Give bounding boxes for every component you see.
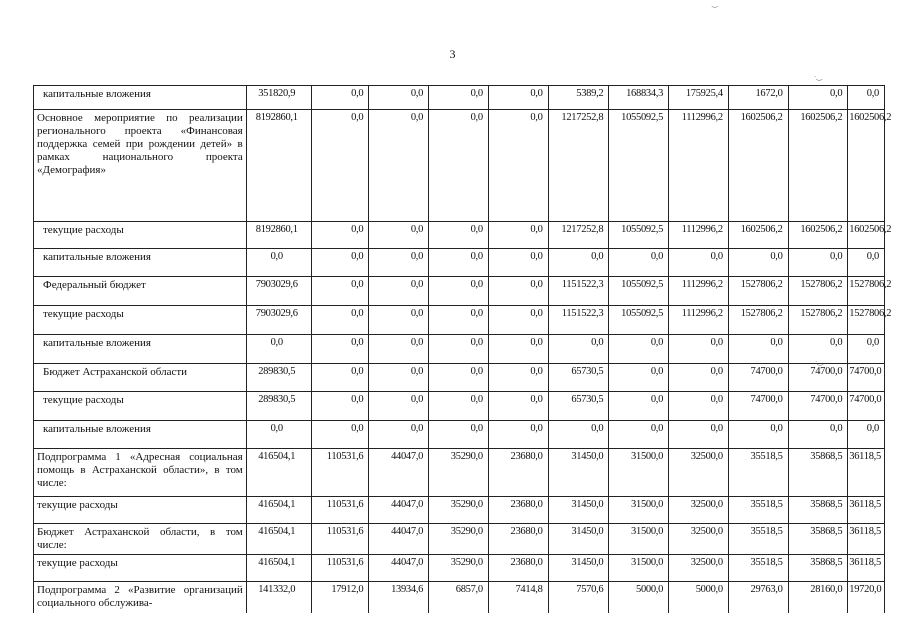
year-value-cell: 5000,0 (609, 581, 669, 613)
table-row (34, 554, 885, 581)
year-value-cell: 0,0 (488, 335, 548, 364)
year-value-cell: 110531,6 (311, 449, 369, 497)
table-row (34, 392, 885, 421)
row-label: текущие расходы (34, 392, 247, 421)
year-value-cell: 35868,5 (788, 524, 848, 555)
year-value-cell: 35290,0 (429, 524, 489, 555)
year-value-cell: 0,0 (848, 249, 885, 277)
year-value-cell: 0,0 (488, 249, 548, 277)
table-row (34, 364, 885, 392)
year-value-cell: 0,0 (788, 421, 848, 449)
row-label: Подпрограмма 2 «Развитие организаций социального обслужива- (34, 581, 247, 613)
year-value-cell: 0,0 (369, 277, 429, 306)
year-value-cell: 32500,0 (669, 524, 729, 555)
year-value-cell: 0,0 (429, 249, 489, 277)
year-value-cell: 23680,0 (488, 449, 548, 497)
year-value-cell: 1527806,2 (728, 277, 788, 306)
total-cell: 289830,5 (246, 392, 311, 421)
total-cell: 7903029,6 (246, 306, 311, 335)
year-value-cell: 7414,8 (488, 581, 548, 613)
year-value-cell: 0,0 (609, 335, 669, 364)
year-value-cell: 0,0 (488, 110, 548, 222)
year-value-cell: 0,0 (488, 364, 548, 392)
year-value-cell: 1112996,2 (669, 110, 729, 222)
year-value-cell: 0,0 (609, 249, 669, 277)
table-row (34, 222, 885, 249)
year-value-cell: 0,0 (609, 421, 669, 449)
table-row (34, 449, 885, 497)
year-value-cell: 35290,0 (429, 554, 489, 581)
row-label: капитальные вложения (34, 249, 247, 277)
year-value-cell: 5389,2 (548, 86, 609, 110)
year-value-cell: 0,0 (311, 392, 369, 421)
year-value-cell: 0,0 (369, 86, 429, 110)
year-value-cell: 0,0 (728, 335, 788, 364)
year-value-cell: 36118,5 (848, 449, 885, 497)
year-value-cell: 1055092,5 (609, 222, 669, 249)
table-row (34, 277, 885, 306)
year-value-cell: 1527806,2 (848, 306, 885, 335)
year-value-cell: 44047,0 (369, 524, 429, 555)
year-value-cell: 0,0 (488, 306, 548, 335)
year-value-cell: 1602506,2 (788, 222, 848, 249)
row-label: текущие расходы (34, 222, 247, 249)
row-label: Бюджет Астраханской области (34, 364, 247, 392)
year-value-cell: 0,0 (429, 335, 489, 364)
table-row (34, 497, 885, 524)
table-row (34, 335, 885, 364)
row-label: текущие расходы (34, 497, 247, 524)
year-value-cell: 0,0 (669, 335, 729, 364)
page-number: 3 (449, 47, 456, 61)
year-value-cell: 74700,0 (788, 364, 848, 392)
year-value-cell: 1055092,5 (609, 110, 669, 222)
year-value-cell: 1527806,2 (788, 306, 848, 335)
year-value-cell: 31450,0 (548, 554, 609, 581)
year-value-cell: 0,0 (488, 222, 548, 249)
year-value-cell: 0,0 (369, 306, 429, 335)
year-value-cell: 31450,0 (548, 497, 609, 524)
year-value-cell: 0,0 (369, 421, 429, 449)
year-value-cell: 0,0 (788, 335, 848, 364)
year-value-cell: 6857,0 (429, 581, 489, 613)
year-value-cell: 0,0 (848, 421, 885, 449)
year-value-cell: 0,0 (369, 392, 429, 421)
year-value-cell: 28160,0 (788, 581, 848, 613)
year-value-cell: 0,0 (429, 421, 489, 449)
year-value-cell: 0,0 (369, 364, 429, 392)
year-value-cell: 0,0 (311, 335, 369, 364)
year-value-cell: 0,0 (609, 392, 669, 421)
year-value-cell: 0,0 (429, 222, 489, 249)
year-value-cell: 0,0 (788, 86, 848, 110)
total-cell: 141332,0 (246, 581, 311, 613)
row-label: Подпрограмма 1 «Адресная социальная помощь в Астраханской области», в том числе: (34, 449, 247, 497)
year-value-cell: 65730,5 (548, 364, 609, 392)
year-value-cell: 35868,5 (788, 554, 848, 581)
year-value-cell: 0,0 (488, 421, 548, 449)
year-value-cell: 0,0 (311, 110, 369, 222)
row-label: капитальные вложения (34, 86, 247, 110)
table-row (34, 421, 885, 449)
table-row (34, 86, 885, 110)
year-value-cell: 1527806,2 (728, 306, 788, 335)
year-value-cell: 5000,0 (669, 581, 729, 613)
year-value-cell: 23680,0 (488, 497, 548, 524)
year-value-cell: 1217252,8 (548, 222, 609, 249)
year-value-cell: 31450,0 (548, 449, 609, 497)
year-value-cell: 0,0 (369, 335, 429, 364)
year-value-cell: 0,0 (488, 277, 548, 306)
year-value-cell: 31450,0 (548, 524, 609, 555)
total-cell: 289830,5 (246, 364, 311, 392)
year-value-cell: 0,0 (669, 421, 729, 449)
year-value-cell: 35290,0 (429, 449, 489, 497)
year-value-cell: 0,0 (548, 335, 609, 364)
year-value-cell: 1527806,2 (848, 277, 885, 306)
year-value-cell: 1602506,2 (848, 110, 885, 222)
row-label: Основное мероприятие по реализации регионального проекта «Финансовая поддержка семей при рождении детей» в рамках национального проекта «Демография» (34, 110, 247, 222)
year-value-cell: 36118,5 (848, 554, 885, 581)
year-value-cell: 0,0 (488, 392, 548, 421)
year-value-cell: 31500,0 (609, 449, 669, 497)
total-cell: 416504,1 (246, 554, 311, 581)
year-value-cell: 0,0 (669, 364, 729, 392)
year-value-cell: 0,0 (369, 249, 429, 277)
year-value-cell: 74700,0 (848, 392, 885, 421)
year-value-cell: 1672,0 (728, 86, 788, 110)
year-value-cell: 35290,0 (429, 497, 489, 524)
table-row (34, 249, 885, 277)
year-value-cell: 32500,0 (669, 497, 729, 524)
year-value-cell: 175925,4 (669, 86, 729, 110)
total-cell: 416504,1 (246, 497, 311, 524)
row-label: Бюджет Астраханской области, в том числе: (34, 524, 247, 555)
year-value-cell: 13934,6 (369, 581, 429, 613)
year-value-cell: 17912,0 (311, 581, 369, 613)
year-value-cell: 31500,0 (609, 554, 669, 581)
year-value-cell: 1055092,5 (609, 277, 669, 306)
year-value-cell: 0,0 (669, 392, 729, 421)
table-row (34, 306, 885, 335)
year-value-cell: 0,0 (609, 364, 669, 392)
year-value-cell: 1055092,5 (609, 306, 669, 335)
year-value-cell: 0,0 (429, 306, 489, 335)
year-value-cell: 0,0 (311, 277, 369, 306)
year-value-cell: 23680,0 (488, 524, 548, 555)
year-value-cell: 1151522,3 (548, 277, 609, 306)
total-cell: 7903029,6 (246, 277, 311, 306)
year-value-cell: 35518,5 (728, 524, 788, 555)
year-value-cell: 35868,5 (788, 449, 848, 497)
total-cell: 8192860,1 (246, 110, 311, 222)
year-value-cell: 0,0 (429, 364, 489, 392)
year-value-cell: 35518,5 (728, 497, 788, 524)
scan-speck: ‿ (712, 0, 718, 8)
year-value-cell: 19720,0 (848, 581, 885, 613)
year-value-cell: 0,0 (311, 306, 369, 335)
year-value-cell: 0,0 (429, 277, 489, 306)
year-value-cell: 36118,5 (848, 497, 885, 524)
row-label: Федеральный бюджет (34, 277, 247, 306)
row-label: текущие расходы (34, 554, 247, 581)
year-value-cell: 0,0 (669, 249, 729, 277)
year-value-cell: 0,0 (548, 421, 609, 449)
total-cell: 0,0 (246, 335, 311, 364)
budget-table (33, 85, 892, 613)
total-cell: 0,0 (246, 249, 311, 277)
year-value-cell: 0,0 (788, 249, 848, 277)
year-value-cell: 32500,0 (669, 554, 729, 581)
year-value-cell: 0,0 (429, 392, 489, 421)
year-value-cell: 32500,0 (669, 449, 729, 497)
year-value-cell: 0,0 (488, 86, 548, 110)
total-cell: 8192860,1 (246, 222, 311, 249)
year-value-cell: 110531,6 (311, 554, 369, 581)
total-cell: 416504,1 (246, 449, 311, 497)
row-label: капитальные вложения (34, 335, 247, 364)
year-value-cell: 74700,0 (728, 364, 788, 392)
year-value-cell: 31500,0 (609, 524, 669, 555)
year-value-cell: 1217252,8 (548, 110, 609, 222)
total-cell: 0,0 (246, 421, 311, 449)
year-value-cell: 74700,0 (788, 392, 848, 421)
table-row (34, 581, 885, 613)
year-value-cell: 1602506,2 (788, 110, 848, 222)
year-value-cell: 1602506,2 (728, 222, 788, 249)
year-value-cell: 74700,0 (728, 392, 788, 421)
year-value-cell: 0,0 (311, 364, 369, 392)
year-value-cell: 1602506,2 (728, 110, 788, 222)
year-value-cell: 1602506,2 (848, 222, 885, 249)
year-value-cell: 31500,0 (609, 497, 669, 524)
year-value-cell: 0,0 (429, 86, 489, 110)
year-value-cell: 1112996,2 (669, 306, 729, 335)
total-cell: 351820,9 (246, 86, 311, 110)
year-value-cell: 44047,0 (369, 497, 429, 524)
year-value-cell: 1151522,3 (548, 306, 609, 335)
year-value-cell: 23680,0 (488, 554, 548, 581)
year-value-cell: 29763,0 (728, 581, 788, 613)
year-value-cell: 0,0 (369, 110, 429, 222)
table-row (34, 110, 885, 222)
year-value-cell: 110531,6 (311, 497, 369, 524)
year-value-cell: 35868,5 (788, 497, 848, 524)
scan-speck: ·‿ (815, 358, 823, 366)
year-value-cell: 0,0 (728, 421, 788, 449)
year-value-cell: 35518,5 (728, 449, 788, 497)
year-value-cell: 1527806,2 (788, 277, 848, 306)
year-value-cell: 0,0 (311, 421, 369, 449)
row-label: капитальные вложения (34, 421, 247, 449)
year-value-cell: 74700,0 (848, 364, 885, 392)
row-label: текущие расходы (34, 306, 247, 335)
year-value-cell: 36118,5 (848, 524, 885, 555)
year-value-cell: 35518,5 (728, 554, 788, 581)
year-value-cell: 1112996,2 (669, 222, 729, 249)
year-value-cell: 168834,3 (609, 86, 669, 110)
year-value-cell: 0,0 (311, 222, 369, 249)
year-value-cell: 44047,0 (369, 554, 429, 581)
year-value-cell: 65730,5 (548, 392, 609, 421)
total-cell: 416504,1 (246, 524, 311, 555)
year-value-cell: 0,0 (548, 249, 609, 277)
year-value-cell: 0,0 (311, 86, 369, 110)
year-value-cell: 7570,6 (548, 581, 609, 613)
year-value-cell: 0,0 (848, 86, 885, 110)
year-value-cell: 0,0 (848, 335, 885, 364)
year-value-cell: 0,0 (311, 249, 369, 277)
year-value-cell: 0,0 (728, 249, 788, 277)
year-value-cell: 110531,6 (311, 524, 369, 555)
scan-speck: ·‿ (814, 73, 822, 81)
table-row (34, 524, 885, 555)
year-value-cell: 0,0 (429, 110, 489, 222)
year-value-cell: 44047,0 (369, 449, 429, 497)
year-value-cell: 1112996,2 (669, 277, 729, 306)
year-value-cell: 0,0 (369, 222, 429, 249)
